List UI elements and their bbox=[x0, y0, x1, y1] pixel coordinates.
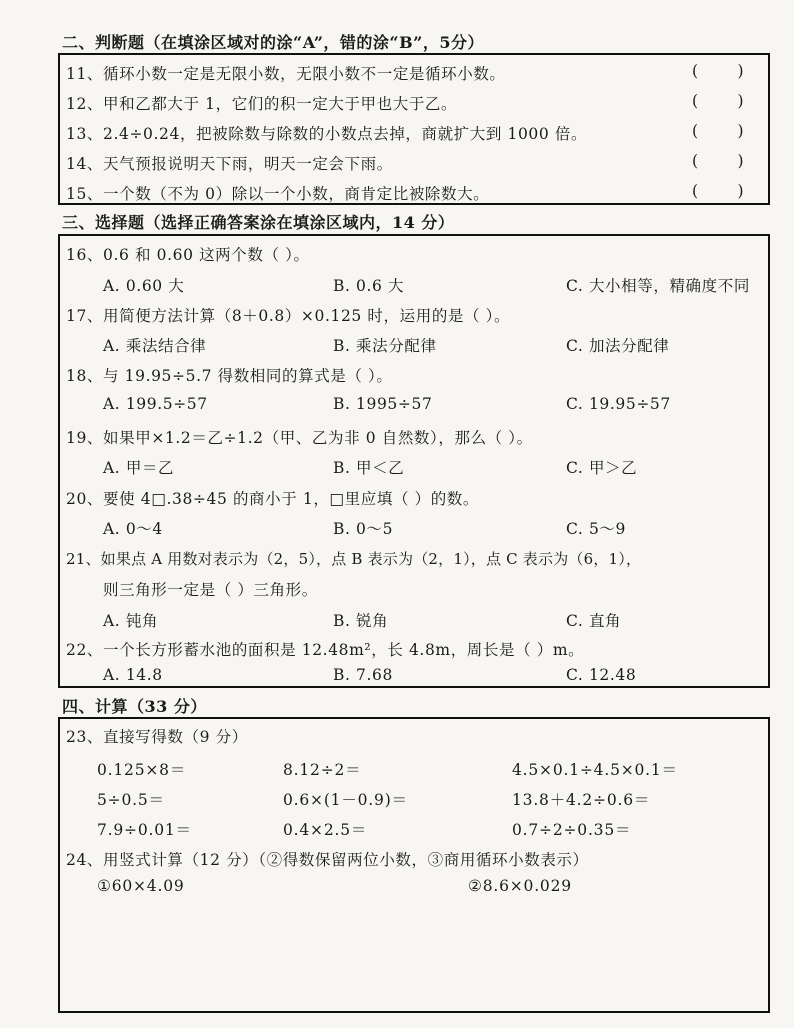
question-13: 13、2.4÷0.24，把被除数与除数的小数点去掉，商就扩大到 1000 倍。 bbox=[66, 125, 588, 143]
option-17-c[interactable]: C. 加法分配律 bbox=[566, 337, 670, 355]
expr-23-6: 13.8＋4.2÷0.6＝ bbox=[512, 791, 651, 809]
expr-24-2: ②8.6×0.029 bbox=[468, 877, 572, 895]
expr-23-5: 0.6×(1－0.9)＝ bbox=[283, 791, 408, 809]
expr-24-1: ①60×4.09 bbox=[97, 877, 185, 895]
answer-blank-15[interactable]: ( ) bbox=[692, 182, 744, 200]
expr-23-2: 8.12÷2＝ bbox=[283, 761, 362, 779]
expr-23-7: 7.9÷0.01＝ bbox=[97, 821, 192, 839]
expr-23-1: 0.125×8＝ bbox=[97, 761, 187, 779]
question-20: 20、要使 4□.38÷45 的商小于 1，□里应填（ ）的数。 bbox=[66, 490, 480, 508]
answer-blank-11[interactable]: ( ) bbox=[692, 62, 744, 80]
section-3-title: 三、选择题（选择正确答案涂在填涂区域内，14 分） bbox=[62, 213, 455, 232]
option-19-c[interactable]: C. 甲＞乙 bbox=[566, 459, 638, 477]
option-19-a[interactable]: A. 甲＝乙 bbox=[103, 459, 175, 477]
option-18-b[interactable]: B. 1995÷57 bbox=[333, 395, 433, 413]
question-16: 16、0.6 和 0.60 这两个数（ ）。 bbox=[66, 246, 310, 264]
question-24-label: 24、用竖式计算（12 分）（②得数保留两位小数，③商用循环小数表示） bbox=[66, 851, 589, 869]
question-23-label: 23、直接写得数（9 分） bbox=[66, 728, 248, 746]
question-12: 12、甲和乙都大于 1，它们的积一定大于甲也大于乙。 bbox=[66, 95, 458, 113]
question-11: 11、循环小数一定是无限小数，无限小数不一定是循环小数。 bbox=[66, 65, 506, 83]
option-20-c[interactable]: C. 5～9 bbox=[566, 520, 626, 538]
expr-23-3: 4.5×0.1÷4.5×0.1＝ bbox=[512, 761, 678, 779]
option-16-a[interactable]: A. 0.60 大 bbox=[103, 277, 185, 295]
option-16-c[interactable]: C. 大小相等，精确度不同 bbox=[566, 277, 750, 295]
option-17-b[interactable]: B. 乘法分配律 bbox=[333, 337, 437, 355]
question-22: 22、一个长方形蓄水池的面积是 12.48m²，长 4.8m，周长是（ ）m。 bbox=[66, 641, 585, 659]
question-18: 18、与 19.95÷5.7 得数相同的算式是（ ）。 bbox=[66, 367, 393, 385]
option-20-a[interactable]: A. 0～4 bbox=[103, 520, 163, 538]
option-17-a[interactable]: A. 乘法结合律 bbox=[103, 337, 207, 355]
option-21-b[interactable]: B. 锐角 bbox=[333, 612, 389, 630]
expr-23-9: 0.7÷2÷0.35＝ bbox=[512, 821, 632, 839]
option-22-b[interactable]: B. 7.68 bbox=[333, 666, 393, 684]
answer-blank-14[interactable]: ( ) bbox=[692, 152, 744, 170]
answer-blank-13[interactable]: ( ) bbox=[692, 122, 744, 140]
section-2-title: 二、判断题（在填涂区域对的涂“A”，错的涂“B”，5分） bbox=[62, 33, 484, 52]
expr-23-4: 5÷0.5＝ bbox=[97, 791, 165, 809]
option-22-a[interactable]: A. 14.8 bbox=[103, 666, 163, 684]
question-15: 15、一个数（不为 0）除以一个小数，商肯定比被除数大。 bbox=[66, 185, 490, 203]
question-14: 14、天气预报说明天下雨，明天一定会下雨。 bbox=[66, 155, 393, 173]
option-19-b[interactable]: B. 甲＜乙 bbox=[333, 459, 405, 477]
option-20-b[interactable]: B. 0～5 bbox=[333, 520, 394, 538]
question-17: 17、用简便方法计算（8＋0.8）×0.125 时，运用的是（ ）。 bbox=[66, 307, 511, 325]
option-16-b[interactable]: B. 0.6 大 bbox=[333, 277, 405, 295]
option-21-c[interactable]: C. 直角 bbox=[566, 612, 622, 630]
option-21-a[interactable]: A. 钝角 bbox=[103, 612, 159, 630]
option-18-c[interactable]: C. 19.95÷57 bbox=[566, 395, 671, 413]
section-4-title: 四、计算（33 分） bbox=[62, 697, 207, 716]
question-21-line2: 则三角形一定是（ ）三角形。 bbox=[103, 581, 318, 599]
question-19: 19、如果甲×1.2＝乙÷1.2（甲、乙为非 0 自然数），那么（ ）。 bbox=[66, 429, 533, 447]
expr-23-8: 0.4×2.5＝ bbox=[283, 821, 368, 839]
question-21: 21、如果点 A 用数对表示为（2，5），点 B 表示为（2，1），点 C 表示为（6，1）， bbox=[66, 550, 642, 568]
answer-blank-12[interactable]: ( ) bbox=[692, 92, 744, 110]
option-22-c[interactable]: C. 12.48 bbox=[566, 666, 637, 684]
option-18-a[interactable]: A. 199.5÷57 bbox=[103, 395, 208, 413]
